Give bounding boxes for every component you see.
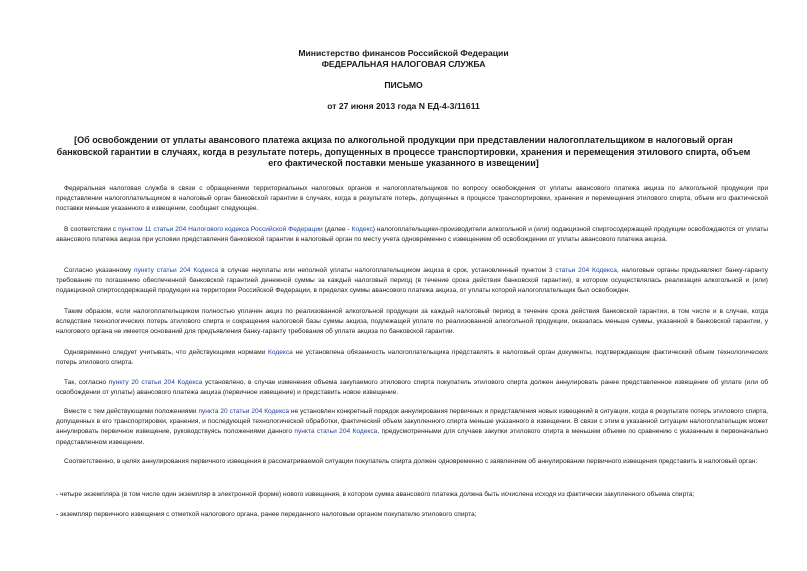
ministry-name: Министерство финансов Российской Федерации [298, 48, 509, 58]
link-punkt[interactable]: пункту [134, 267, 154, 274]
paragraph-2-text-c: ) налогоплательщики-производители алкогольной и (или) подакцизной спиртосодержащей продукции освобождаются от уплаты авансового платежа акциза при условии представления банковской гарантии в налоговый орган по месту учета одновременно с извещением об освобождении от уплаты авансового платежа акциза. [56, 226, 769, 244]
link-article-204-p20[interactable]: пункту 20 статьи 204 Кодекса [108, 379, 203, 386]
document-title: [Об освобождении от уплаты авансового платежа акциза по алкогольной продукции при представлении налогоплательщиком в налоговый орган банковской гарантии в случаях, когда в результате потерь, допущенных в процессе транспортировки, хранения и перемещения этилового спирта, объем его фактической поставки меньше указанного в извещении] [56, 135, 751, 168]
paragraph-5 [56, 348, 768, 368]
link-article-204-b[interactable]: статьи 204 Кодекса [555, 267, 617, 274]
paragraph-2-text-a: В соответствии с [64, 226, 119, 233]
paragraph-3-text-a: Согласно указанному [64, 267, 135, 274]
paragraph-8: Соответственно, в целях аннулирования первичного извещения в рассматриваемой ситуации покупатель спирта должен одновременно с заявлением об аннулировании первичного извещения представить в налоговый орган: [64, 458, 758, 465]
document-type: ПИСЬМО [384, 80, 423, 90]
paragraph-6 [56, 378, 768, 398]
paragraph-5-text-a: Одновременно следует учитывать, что действующими нормами [64, 349, 269, 356]
link-kodeks[interactable]: Кодекс [351, 226, 373, 233]
link-punkt-2[interactable]: пункта [294, 428, 315, 436]
paragraph-2-text-b: (далее - [322, 226, 352, 233]
paragraph-7-text-a: Вместе с тем действующими положениями [64, 408, 199, 415]
paragraph-4: Таким образом, если налогоплательщиком полностью уплачен акциз по реализованной алкогольной продукции за каждый налоговый период в течение срока действия банковской гарантии, в том числе и в случае, когда вследствие технологических потерь этилового спирта и сокращения налоговой базы суммы акциза, подлежащей уплате по реализованной алкогольной продукции, оказалась меньше суммы, указанной в банковской гарантии, у налогового органа не имеется оснований для предъявления банку-гаранту требования об уплате акциза по банковской гарантии. [56, 308, 768, 336]
document-date-number: от 27 июня 2013 года N ЕД-4-3/11611 [327, 101, 480, 111]
paragraph-3-text-c: в случае неуплаты или неполной уплаты налогоплательщиком акциза в срок, установленный пунктом 3 [218, 267, 556, 274]
paragraph-5-text-b: не установлена обязанность налогоплательщика представлять в налоговый орган документы, подтверждающие фактический объем технологических потерь этилового спирта. [56, 349, 768, 367]
paragraph-7-text-b: не установлен конкретный порядок аннулирования первичных и представления новых извещений в ситуации, когда в результате потерь этилового спирта, допущенных в его транспортировки, хранения, и последующей технологической обработки, фактический объем закупленного спирта меньше указанного в извещении. В связи с этим в указанной ситуации налогоплательщик может аннулировать первичное извещение, руководствуясь положениями данного [56, 408, 768, 436]
paragraph-2 [56, 225, 768, 245]
list-item: - четыре экземпляра (в том числе один экземпляр в электронной форме) нового извещения, в котором сумма авансового платежа должна быть исчислена исходя из фактически закупленного объема спирта; [56, 491, 695, 498]
link-article-204[interactable]: статьи 204 Кодекса [156, 267, 219, 274]
paragraph-3 [56, 266, 768, 297]
link-article-204-c[interactable]: статьи 204 Кодекса [316, 428, 378, 436]
paragraph-7 [56, 407, 768, 448]
paragraph-6-text-a: Так, согласно [64, 379, 109, 386]
link-kodeks-2[interactable]: Кодекса [268, 349, 293, 356]
list-item: - экземпляр первичного извещения с отметкой налогового органа, ранее переданного налоговым органом покупателю этилового спирта; [56, 511, 477, 518]
paragraph-3-text-d: , налоговые органы предъявляют банку-гаранту требование по погашению обеспеченной банковской гарантией денежной суммы за каждый налоговый период (в течение срока действия банковской гарантии), в котором осуществлялась реализация алкогольной и (или) подакцизной спиртосодержащей продукции на территории Российской Федерации, в пределах суммы авансового платежа акциза, от уплаты которой налогоплательщик был освобожден. [56, 267, 768, 295]
link-article-204-p20-b[interactable]: пункта 20 статьи 204 Кодекса [198, 408, 290, 415]
paragraph-6-text-b: установлено, в случае изменения объема закупаемого этилового спирта покупатель этилового спирта должен аннулировать ранее представленное извещение об уплате (или об освобождении от уплаты) авансового платежа акциза (первичное извещение) и представить новое извещение. [56, 379, 768, 397]
service-name: ФЕДЕРАЛЬНАЯ НАЛОГОВАЯ СЛУЖБА [321, 59, 486, 69]
link-article-204-p11[interactable]: пунктом 11 статьи 204 Налогового кодекса Российской Федерации [118, 226, 323, 233]
paragraph-7-text-d: , предусмотренными для случаев закупки этилового спирта в меньшем объеме по сравнению с указанным в первоначально представленном извещении. [56, 428, 768, 446]
paragraph-1: Федеральная налоговая служба в связи с обращениями территориальных налоговых органов и налогоплательщиков по вопросу освобождения от уплаты авансового платежа акциза по алкогольной продукции при представлении налогоплательщиком в налоговый орган банковской гарантии в случаях, когда в результате потерь, допущенных в процессе транспортировки, хранения и перемещения этилового спирта, объем его фактической поставки меньше указанного в извещении, сообщает следующее. [56, 185, 768, 213]
